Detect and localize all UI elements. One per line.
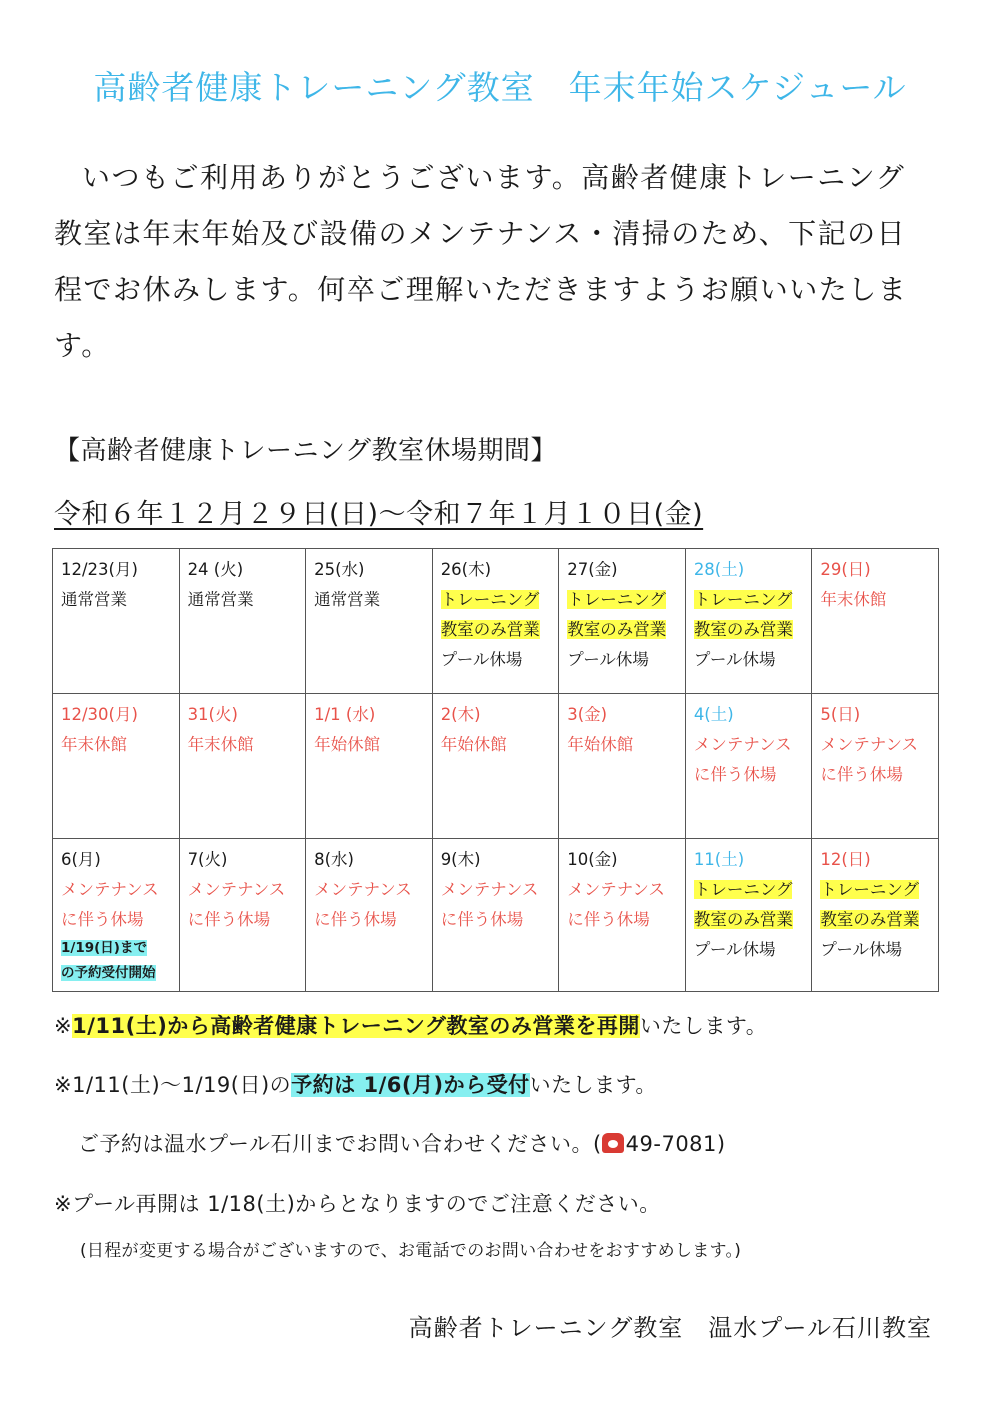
calendar-day-cell — [812, 549, 939, 694]
calendar-day-cell — [559, 839, 686, 992]
calendar-day-status-line — [61, 730, 171, 760]
calendar-week-row — [53, 549, 939, 694]
calendar-day-status-line — [188, 875, 298, 905]
note-reservation-highlight: 予約は 1/6(月)から受付 — [291, 1073, 530, 1097]
calendar-day-date: 8(水) — [314, 850, 354, 869]
calendar-day-status-line — [820, 730, 930, 760]
calendar-day-status-text: 教室のみ営業 — [820, 910, 920, 929]
note-contact-close: ) — [716, 1132, 726, 1156]
calendar-day-status-line — [567, 730, 677, 760]
calendar-day-cell — [53, 839, 180, 992]
calendar-day-status-text: トレーニング — [693, 590, 793, 609]
calendar-day-status-line — [567, 615, 677, 645]
calendar-day-date: 7(火) — [187, 850, 228, 869]
calendar-day-cell — [685, 694, 812, 839]
calendar-week-row — [53, 694, 939, 839]
calendar-day-status-text: 年末休館 — [820, 590, 887, 609]
calendar-day-status-line — [820, 935, 930, 965]
calendar-day-status-line — [188, 585, 298, 615]
calendar-day-date: 11(土) — [693, 850, 745, 869]
calendar-day-status-text: 教室のみ営業 — [440, 620, 540, 639]
calendar-day-date: 1/1 (水) — [314, 705, 376, 724]
calendar-day-status-line — [820, 905, 930, 935]
calendar-day-date: 25(水) — [314, 560, 365, 579]
calendar-day-status-text: メンテナンス — [187, 880, 286, 899]
calendar-day-status-text: 年始休館 — [314, 735, 381, 754]
phone-icon — [602, 1133, 624, 1153]
calendar-day-status-text: プール休場 — [820, 940, 903, 959]
calendar-day-status-line — [820, 585, 930, 615]
calendar-day-status-text: 年始休館 — [567, 735, 634, 754]
note-reopen — [54, 1010, 767, 1040]
calendar-day-date: 12/23(月) — [61, 560, 138, 579]
calendar-day-status-text: プール休場 — [440, 650, 523, 669]
calendar-day-date: 27(金) — [567, 560, 618, 579]
calendar-day-status-text: 年末休館 — [61, 735, 127, 754]
calendar-day-status-text: メンテナンス — [567, 880, 665, 899]
closure-period-dates: 令和６年１２月２９日(日)～令和７年１月１０日(金) — [54, 499, 704, 530]
calendar-day-status-line — [441, 730, 551, 760]
calendar-day-status-line — [567, 905, 677, 935]
calendar-day-cell — [559, 549, 686, 694]
calendar-day-status-text: に伴う休場 — [440, 910, 524, 929]
calendar-day-status-text: に伴う休場 — [187, 910, 271, 929]
note-reopen-suffix: いたします。 — [639, 1014, 768, 1038]
calendar-day-status-line — [567, 585, 677, 615]
calendar-day-cell — [559, 694, 686, 839]
calendar-day-status-line — [694, 875, 804, 905]
calendar-day-cell — [812, 694, 939, 839]
calendar-day-date: 6(月) — [61, 850, 101, 869]
calendar-day-status-line — [61, 905, 171, 935]
calendar-day-cell — [179, 549, 306, 694]
calendar-day-status-line — [694, 935, 804, 965]
calendar-day-status-text: メンテナンス — [314, 880, 412, 899]
note-contact-phone: 49-7081 — [625, 1132, 717, 1156]
note-advice: (日程が変更する場合がございますので、お電話でのお問い合わせをおすすめします。) — [80, 1241, 742, 1261]
calendar-day-status-line — [314, 905, 424, 935]
calendar-day-status-text: 年末休館 — [187, 735, 254, 754]
calendar-day-status-line — [820, 875, 930, 905]
calendar-day-status-line — [441, 875, 551, 905]
calendar-day-date: 31(火) — [187, 705, 238, 724]
calendar-day-status-line — [567, 645, 677, 675]
calendar-day-cell — [306, 839, 433, 992]
calendar-day-status-line — [61, 960, 171, 985]
calendar-day-status-line — [567, 875, 677, 905]
calendar-day-status-text: トレーニング — [440, 590, 540, 609]
calendar-day-status-line — [441, 645, 551, 675]
calendar-day-date: 24 (火) — [187, 560, 244, 579]
calendar-day-status-text: に伴う休場 — [693, 765, 777, 784]
calendar-day-status-text: 教室のみ営業 — [693, 910, 793, 929]
calendar-day-status-line — [61, 935, 171, 960]
calendar-day-date: 10(金) — [567, 850, 618, 869]
calendar-day-status-text: メンテナンス — [693, 735, 792, 754]
intro-paragraph: いつもご利用ありがとうございます。高齢者健康トレーニング教室は年末年始及び設備のメンテナンス・清掃のため、下記の日程でお休みします。何卒ご理解いただきますようお願いいたします。 — [54, 161, 908, 362]
calendar-day-cell — [53, 694, 180, 839]
calendar-day-status-text: に伴う休場 — [314, 910, 397, 929]
note-contact-text: ご予約は温水プール石川までお問い合わせください。( — [78, 1132, 602, 1156]
calendar-day-status-line — [820, 760, 930, 790]
calendar-day-date: 2(木) — [440, 705, 481, 724]
calendar-day-status-line — [314, 585, 424, 615]
page-title: 高齢者健康トレーニング教室 年末年始スケジュール — [93, 68, 907, 107]
calendar-day-date: 28(土) — [693, 560, 745, 579]
calendar-day-status-line — [441, 585, 551, 615]
calendar-day-status-text: の予約受付開始 — [61, 965, 156, 981]
note-reopen-highlight: 1/11(土)から高齢者健康トレーニング教室のみ営業を再開 — [72, 1014, 640, 1038]
calendar-day-status-line — [188, 730, 298, 760]
calendar-day-status-line — [694, 760, 804, 790]
calendar-day-status-text: メンテナンス — [440, 880, 539, 899]
calendar-day-cell — [179, 694, 306, 839]
calendar-day-status-text: に伴う休場 — [61, 910, 144, 929]
note-reservation-prefix: ※1/11(土)～1/19(日)の — [54, 1073, 292, 1097]
calendar-day-cell — [432, 549, 559, 694]
calendar-day-status-text: 通常営業 — [187, 590, 254, 609]
calendar-week-row — [53, 839, 939, 992]
calendar-day-date: 12(日) — [820, 850, 871, 869]
calendar-day-status-text: 教室のみ営業 — [693, 620, 793, 639]
calendar-day-status-text: 通常営業 — [314, 590, 381, 609]
calendar-day-status-text: プール休場 — [693, 940, 776, 959]
calendar-day-cell — [812, 839, 939, 992]
calendar-day-status-text: に伴う休場 — [567, 910, 650, 929]
calendar-day-status-line — [441, 905, 551, 935]
calendar-day-status-text: に伴う休場 — [820, 765, 903, 784]
calendar-day-status-text: 年始休館 — [440, 735, 507, 754]
calendar-day-status-text: メンテナンス — [820, 735, 919, 754]
calendar-day-date: 3(金) — [567, 705, 608, 724]
calendar-day-status-line — [61, 875, 171, 905]
calendar-day-status-line — [188, 905, 298, 935]
calendar-day-cell — [53, 549, 180, 694]
calendar-day-status-text: トレーニング — [820, 880, 920, 899]
calendar-day-cell — [306, 549, 433, 694]
calendar-day-status-text: トレーニング — [567, 590, 666, 609]
calendar-day-date: 5(日) — [820, 705, 861, 724]
calendar-day-status-text: 1/19(日)まで — [61, 940, 147, 956]
calendar-day-status-text: トレーニング — [693, 880, 793, 899]
calendar-day-date: 4(土) — [693, 705, 734, 724]
footer-signature: 高齢者トレーニング教室 温水プール石川教室 — [408, 1314, 932, 1342]
calendar-day-status-line — [694, 615, 804, 645]
calendar-day-cell — [432, 839, 559, 992]
calendar-day-cell — [179, 839, 306, 992]
calendar-day-cell — [306, 694, 433, 839]
calendar-day-status-text: 教室のみ営業 — [567, 620, 667, 639]
note-pool-reopen: ※プール再開は 1/18(土)からとなりますのでご注意ください。 — [54, 1192, 661, 1216]
calendar-day-date: 12/30(月) — [61, 705, 138, 724]
calendar-day-status-line — [694, 585, 804, 615]
calendar-day-date: 26(木) — [440, 560, 492, 579]
calendar-day-status-text: 通常営業 — [61, 590, 127, 609]
note-reservation — [54, 1069, 657, 1099]
calendar-day-status-line — [441, 615, 551, 645]
note-reservation-suffix: いたします。 — [529, 1073, 657, 1097]
calendar-day-status-line — [314, 730, 424, 760]
note-reopen-prefix: ※ — [54, 1014, 73, 1038]
calendar-day-cell — [685, 839, 812, 992]
calendar-day-date: 9(木) — [440, 850, 481, 869]
calendar-day-cell — [685, 549, 812, 694]
calendar-day-status-line — [694, 730, 804, 760]
note-contact — [78, 1128, 726, 1158]
calendar-day-status-text: メンテナンス — [61, 880, 159, 899]
calendar-day-cell — [432, 694, 559, 839]
closure-period-heading: 【高齢者健康トレーニング教室休場期間】 — [54, 436, 557, 466]
calendar-day-status-text: プール休場 — [693, 650, 776, 669]
calendar-day-status-line — [694, 645, 804, 675]
calendar-day-status-line — [314, 875, 424, 905]
calendar-day-status-text: プール休場 — [567, 650, 649, 669]
calendar-day-status-line — [694, 905, 804, 935]
calendar-day-date: 29(日) — [820, 560, 871, 579]
schedule-calendar — [52, 548, 939, 992]
calendar-day-status-line — [61, 585, 171, 615]
